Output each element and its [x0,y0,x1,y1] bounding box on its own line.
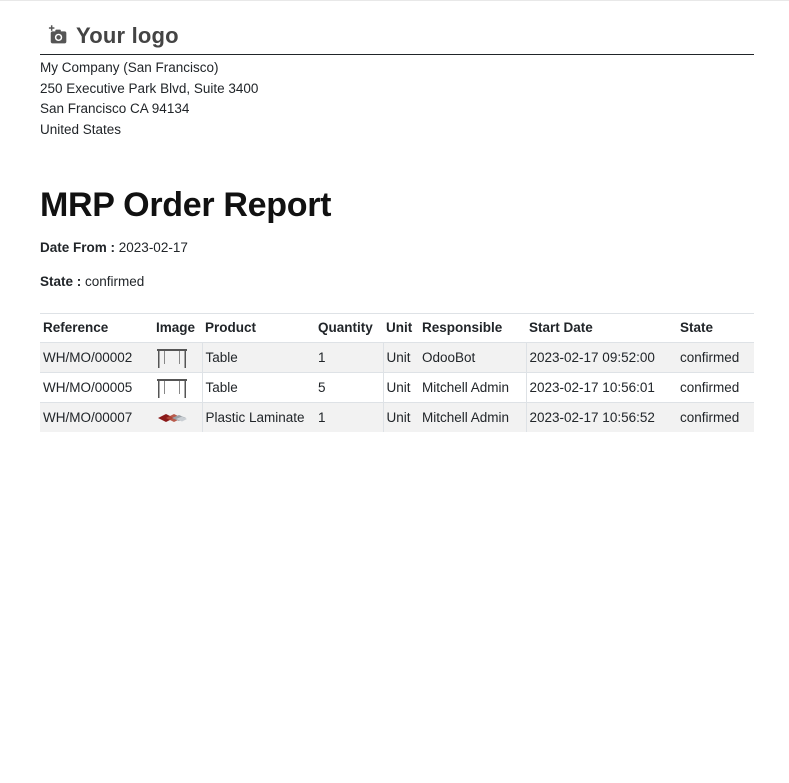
column-header-state: State [677,314,754,343]
column-header-responsible: Responsible [419,314,526,343]
header-divider [40,54,754,55]
cell-responsible: OdooBot [419,343,526,373]
table-header-row [40,314,754,343]
cell-responsible: Mitchell Admin [419,403,526,433]
table-row [40,373,754,403]
column-header-reference: Reference [40,314,153,343]
table-icon [156,377,188,399]
camera-add-icon [48,25,70,47]
table-icon [156,347,188,369]
column-header-start-date: Start Date [526,314,677,343]
cell-image [153,403,202,433]
company-name: My Company (San Francisco) [40,60,219,75]
logo-text: Your logo [76,23,179,48]
state-value: confirmed [85,274,145,289]
page-title: MRP Order Report [40,186,332,224]
cell-image [153,343,202,373]
column-header-quantity: Quantity [315,314,383,343]
state-field [40,274,144,289]
column-header-product: Product [202,314,315,343]
cell-start-date: 2023-02-17 09:52:00 [526,343,677,373]
cell-product: Table [202,373,315,403]
cell-quantity: 1 [315,343,383,373]
laminate-icon [156,407,188,429]
cell-state: confirmed [677,373,754,403]
company-address [40,58,754,140]
cell-unit: Unit [383,343,419,373]
cell-state: confirmed [677,343,754,373]
company-street: 250 Executive Park Blvd, Suite 3400 [40,80,259,96]
cell-quantity: 5 [315,373,383,403]
cell-product: Table [202,343,315,373]
cell-product: Plastic Laminate [202,403,315,433]
company-logo [40,18,754,54]
state-label: State : [40,274,82,289]
column-header-unit: Unit [383,314,419,343]
cell-reference: WH/MO/00005 [40,373,153,403]
cell-reference: WH/MO/00002 [40,343,153,373]
company-city: San Francisco CA 94134 [40,101,190,116]
column-header-image: Image [153,314,202,343]
cell-responsible: Mitchell Admin [419,373,526,403]
cell-unit: Unit [383,373,419,403]
cell-unit: Unit [383,403,419,433]
cell-quantity: 1 [315,403,383,433]
page-top-border [0,0,789,1]
date-from-label: Date From : [40,240,116,255]
cell-start-date: 2023-02-17 10:56:01 [526,373,677,403]
orders-table [40,313,754,432]
cell-state: confirmed [677,403,754,433]
company-country: United States [40,121,122,137]
cell-image [153,373,202,403]
table-row [40,403,754,433]
date-from-field [40,240,188,255]
cell-reference: WH/MO/00007 [40,403,153,433]
date-from-value: 2023-02-17 [118,240,188,255]
report-header [40,18,754,140]
cell-start-date: 2023-02-17 10:56:52 [526,403,677,433]
table-row [40,343,754,373]
